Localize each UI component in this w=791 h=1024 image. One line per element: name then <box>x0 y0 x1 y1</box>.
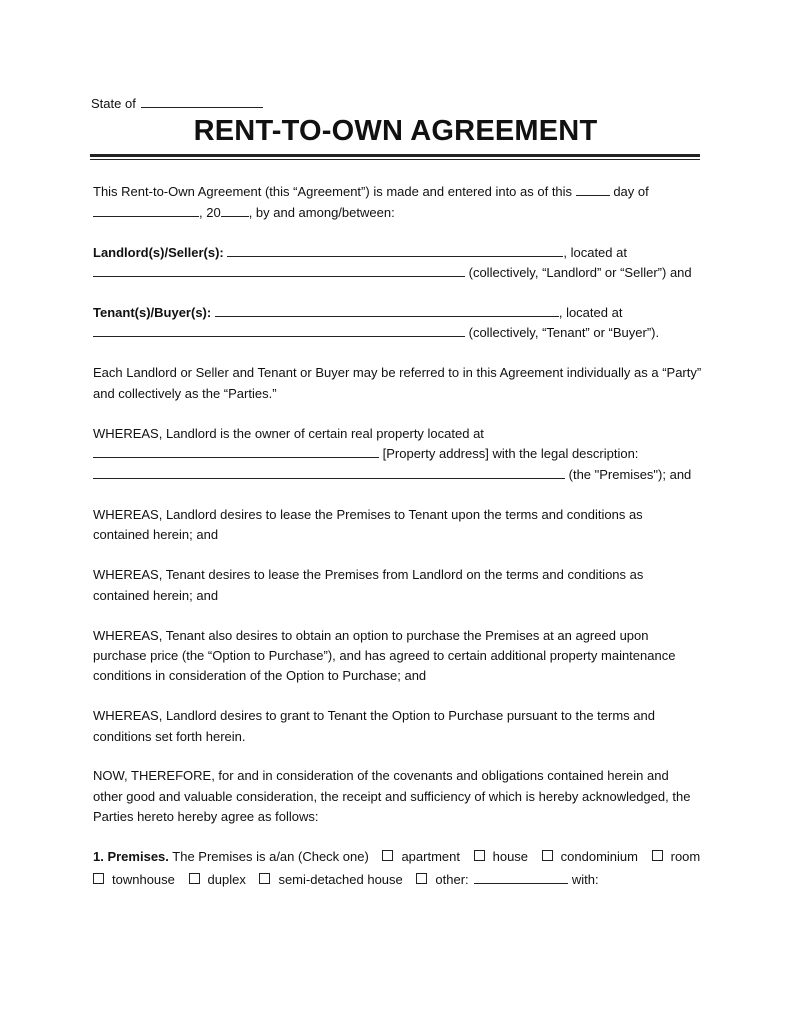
landlord-line-2 <box>93 263 692 283</box>
premises-with: with: <box>571 872 599 887</box>
tenant-collectively: (collectively, “Tenant” or “Buyer”). <box>468 325 660 340</box>
tenant-address-blank[interactable] <box>93 323 465 337</box>
now-therefore-line-3: Parties hereto hereby agree as follows: <box>93 809 319 824</box>
tenant-label: Tenant(s)/Buyer(s): <box>93 305 212 320</box>
option-house-label: house <box>492 849 529 864</box>
checkbox-other[interactable] <box>416 873 427 884</box>
whereas-1-text-2: [Property address] with the legal description: <box>382 446 639 461</box>
checkbox-condominium[interactable] <box>542 850 553 861</box>
checkbox-house[interactable] <box>474 850 485 861</box>
intro-text-1a: This Rent-to-Own Agreement (this “Agreement”) is made and entered into as of this <box>93 184 573 199</box>
property-address-blank[interactable] <box>93 444 379 458</box>
whereas-2-line-2: contained herein; and <box>93 527 219 542</box>
option-room-label: room <box>670 849 701 864</box>
whereas-4-line-2: purchase price (the “Option to Purchase”), and has agreed to certain additional property maintenance <box>93 648 676 663</box>
option-apartment-label: apartment <box>401 849 460 864</box>
option-townhouse-label: townhouse <box>112 872 175 887</box>
intro-text-2b: , by and among/between: <box>248 205 395 220</box>
landlord-label: Landlord(s)/Seller(s): <box>93 245 224 260</box>
parties-line-1: Each Landlord or Seller and Tenant or Buyer may be referred to in this Agreement individually as a “Party” <box>93 365 702 380</box>
whereas-1-line-3 <box>93 465 691 485</box>
title-rule-thick <box>90 154 700 157</box>
title-rule-thin <box>90 159 700 160</box>
option-condominium-label: condominium <box>560 849 638 864</box>
year-blank[interactable] <box>221 203 249 217</box>
option-duplex-label: duplex <box>207 872 246 887</box>
other-type-blank[interactable] <box>474 870 568 884</box>
whereas-1-line-2 <box>93 444 638 464</box>
whereas-4-line-1: WHEREAS, Tenant also desires to obtain an option to purchase the Premises at an agreed upon <box>93 628 649 643</box>
intro-line-1 <box>93 182 649 202</box>
option-other-label: other: <box>435 872 469 887</box>
premises-line-1 <box>93 847 700 867</box>
landlord-line-1 <box>93 243 627 263</box>
checkbox-duplex[interactable] <box>189 873 200 884</box>
whereas-3-line-1: WHEREAS, Tenant desires to lease the Premises from Landlord on the terms and conditions as <box>93 567 644 582</box>
state-blank[interactable] <box>141 94 263 108</box>
intro-text-1b: day of <box>613 184 649 199</box>
state-label: State of <box>91 96 136 111</box>
day-blank[interactable] <box>576 182 610 196</box>
parties-line-2: and collectively as the “Parties.” <box>93 386 277 401</box>
whereas-5-line-1: WHEREAS, Landlord desires to grant to Tenant the Option to Purchase pursuant to the terms and <box>93 708 655 723</box>
whereas-1-text-3: (the "Premises"); and <box>568 467 692 482</box>
now-therefore-line-2: other good and valuable consideration, the receipt and sufficiency of which is hereby acknowledged, the <box>93 789 691 804</box>
checkbox-townhouse[interactable] <box>93 873 104 884</box>
tenant-line-2 <box>93 323 659 343</box>
whereas-2-line-1: WHEREAS, Landlord desires to lease the Premises to Tenant upon the terms and conditions as <box>93 507 643 522</box>
state-line <box>91 94 263 114</box>
checkbox-room[interactable] <box>652 850 663 861</box>
month-blank[interactable] <box>93 203 199 217</box>
premises-heading: 1. Premises. <box>93 849 169 864</box>
landlord-located: , located at <box>563 245 627 260</box>
whereas-5-line-2: conditions set forth herein. <box>93 729 246 744</box>
premises-line-2 <box>93 870 599 890</box>
whereas-1-line-1: WHEREAS, Landlord is the owner of certain real property located at <box>93 426 484 441</box>
tenant-line-1 <box>93 303 622 323</box>
legal-description-blank[interactable] <box>93 465 565 479</box>
intro-text-2a: , 20 <box>199 205 221 220</box>
landlord-collectively: (collectively, “Landlord” or “Seller”) and <box>468 265 692 280</box>
document-title: RENT-TO-OWN AGREEMENT <box>193 115 598 147</box>
whereas-4-line-3: conditions in consideration of the Option to Purchase; and <box>93 668 427 683</box>
landlord-name-blank[interactable] <box>227 243 563 257</box>
tenant-located: , located at <box>558 305 623 320</box>
premises-lead: The Premises is a/an (Check one) <box>172 849 369 864</box>
whereas-3-line-2: contained herein; and <box>93 588 219 603</box>
landlord-address-blank[interactable] <box>93 263 465 277</box>
now-therefore-line-1: NOW, THEREFORE, for and in consideration of the covenants and obligations contained herein and <box>93 768 669 783</box>
checkbox-apartment[interactable] <box>382 850 393 861</box>
intro-line-2 <box>93 203 395 223</box>
tenant-name-blank[interactable] <box>215 303 559 317</box>
checkbox-semi-detached-house[interactable] <box>259 873 270 884</box>
option-semi-detached-label: semi-detached house <box>278 872 403 887</box>
